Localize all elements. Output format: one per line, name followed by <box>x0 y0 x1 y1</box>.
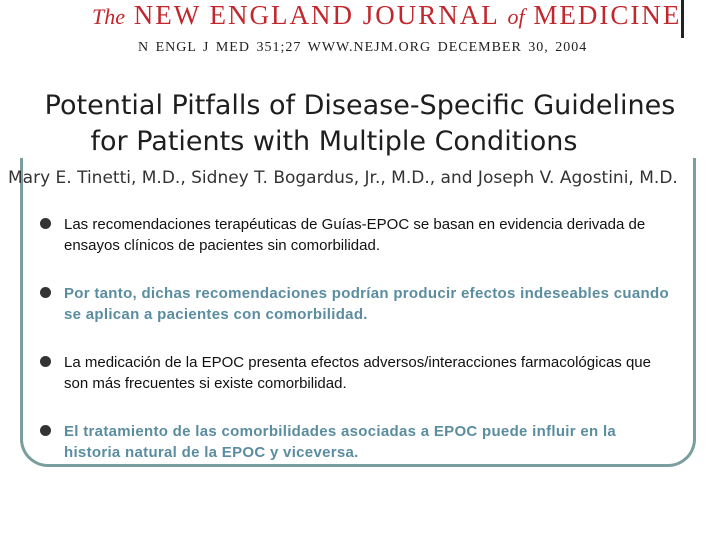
bullet-text: Las recomendaciones terapéuticas de Guías-EPOC se basan en evidencia derivada de ensayos clínicos de pacientes sin comorbilidad. <box>64 216 646 254</box>
masthead-divider <box>681 0 684 38</box>
journal-citation: N ENGL J MED 351;27 WWW.NEJM.ORG DECEMBER 30, 2004 <box>138 40 588 55</box>
bullet-item <box>38 352 674 394</box>
bullet-item-highlight <box>38 283 674 325</box>
bullet-item <box>38 214 674 256</box>
bullet-text: El tratamiento de las comorbilidades asociadas a EPOC puede influir en la historia natural de la EPOC y viceversa. <box>64 423 617 461</box>
masthead-part2: MEDICINE <box>533 0 682 30</box>
journal-masthead <box>92 0 682 30</box>
bullet-text: Por tanto, dichas recomendaciones podrían producir efectos indeseables cuando se aplican a pacientes con comorbilidad. <box>64 285 669 323</box>
bullet-text: La medicación de la EPOC presenta efectos adversos/interacciones farmacológicas que son más frecuentes si existe comorbilidad. <box>64 354 651 392</box>
bullet-dot-icon <box>40 218 51 229</box>
bullet-dot-icon <box>40 287 51 298</box>
bullet-dot-icon <box>40 425 51 436</box>
title-line-2: for Patients with Multiple Conditions <box>90 126 578 157</box>
masthead-of: of <box>507 4 525 29</box>
article-authors: Mary E. Tinetti, M.D., Sidney T. Bogardus, Jr., M.D., and Joseph V. Agostini, M.D. <box>8 168 678 188</box>
masthead-the: The <box>92 4 125 29</box>
title-line-1: Potential Pitfalls of Disease-Specific Guidelines <box>44 90 676 121</box>
bullet-list <box>38 214 674 490</box>
masthead-part1: NEW ENGLAND JOURNAL <box>133 0 499 30</box>
bullet-dot-icon <box>40 356 51 367</box>
bullet-item-highlight <box>38 421 674 463</box>
